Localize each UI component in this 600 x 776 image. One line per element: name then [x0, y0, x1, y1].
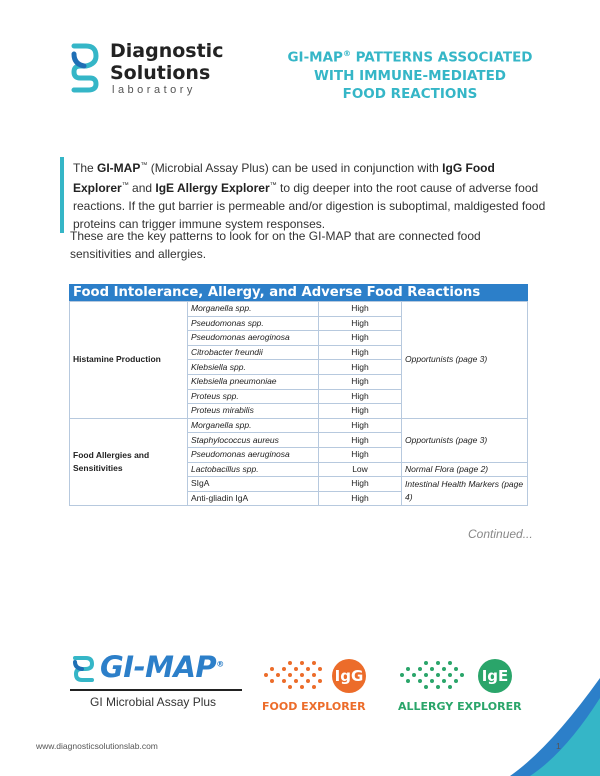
- organism-cell: [188, 316, 319, 331]
- igg-food-explorer-logo: [262, 655, 382, 715]
- intro-paragraph: [60, 157, 551, 233]
- organism-cell: [188, 360, 319, 375]
- footer-url[interactable]: www.diagnosticsolutionslab.com: [36, 741, 158, 751]
- gimap-wordmark: [100, 650, 224, 684]
- organism-genus: Proteus: [191, 390, 221, 401]
- organism-genus: Klebsiella pneumoniae: [191, 376, 277, 387]
- key-patterns-paragraph: These are the key patterns to look for on the GI-MAP that are connected food sensitivities and allergies.: [70, 229, 481, 261]
- organism-suffix: spp.: [233, 420, 252, 431]
- level-cell: High: [319, 374, 402, 389]
- organism-suffix: SIgA: [191, 478, 210, 489]
- intro-gimap: GI-MAP: [97, 161, 141, 175]
- level-cell: High: [319, 360, 402, 375]
- title-gimap: GI-MAP: [287, 49, 343, 66]
- level-cell: High: [319, 418, 402, 433]
- trademark: ™: [121, 182, 129, 189]
- table-row: [70, 418, 528, 433]
- trademark: ™: [140, 162, 148, 169]
- ige-badge: IgE: [478, 659, 512, 693]
- level-cell: High: [319, 316, 402, 331]
- section-cell: Normal Flora (page 2): [402, 462, 528, 477]
- organism-cell: [188, 374, 319, 389]
- igg-badge: IgG: [332, 659, 366, 693]
- page-number: 1: [556, 741, 561, 751]
- organism-genus: Pseudomonas aeroginosa: [191, 332, 290, 343]
- trademark: ™: [269, 182, 277, 189]
- section-cell: Opportunists (page 3): [402, 302, 528, 419]
- organism-suffix: spp.: [245, 317, 264, 328]
- dot-pattern-icon: [398, 659, 484, 693]
- level-cell: Low: [319, 462, 402, 477]
- gimap-rule: [70, 689, 242, 691]
- group-label: Histamine Production: [70, 302, 188, 419]
- level-cell: High: [319, 433, 402, 448]
- level-cell: High: [319, 302, 402, 317]
- organism-cell: [188, 491, 319, 506]
- ds-logo-icon: [70, 42, 100, 94]
- organism-cell: [188, 404, 319, 419]
- intro-ige: IgE Allergy Explorer: [155, 181, 270, 195]
- level-cell: High: [319, 491, 402, 506]
- company-logo: [70, 40, 250, 100]
- intro-text: and: [128, 181, 156, 195]
- organism-genus: Proteus mirabilis: [191, 405, 254, 416]
- intro-text: The: [73, 161, 98, 175]
- gimap-logo: [70, 652, 242, 712]
- table-title: Food Intolerance, Allergy, and Adverse Food Reactions Pattern: [69, 284, 528, 301]
- organism-genus: Pseudomonas: [191, 317, 246, 328]
- intro-text: to dig deeper into the root cause of adverse food reactions. If the gut barrier is permeable and/or digestion is suboptimal, maldigested food proteins can trigger immune system responses.: [73, 181, 546, 231]
- intro-text: (Microbial Assay Plus) can be used in conjunction with: [147, 161, 443, 175]
- corner-decoration: [510, 678, 600, 776]
- level-cell: High: [319, 389, 402, 404]
- gimap-subtitle: GI Microbial Assay Plus: [90, 695, 217, 709]
- level-cell: High: [319, 404, 402, 419]
- patterns-table: [69, 301, 528, 506]
- organism-cell: [188, 331, 319, 346]
- dot-pattern-icon: [262, 659, 342, 693]
- organism-genus: Pseudomonas aeruginosa: [191, 449, 290, 460]
- level-cell: High: [319, 477, 402, 492]
- organism-genus: Klebsiella: [191, 361, 228, 372]
- page-title: [285, 45, 535, 103]
- organism-genus: Morganella: [191, 420, 234, 431]
- organism-cell: [188, 477, 319, 492]
- level-cell: High: [319, 345, 402, 360]
- section-cell: Intestinal Health Markers (page 4): [402, 477, 528, 506]
- organism-cell: [188, 418, 319, 433]
- food-explorer-label: FOOD EXPLORER: [262, 700, 366, 713]
- organism-cell: [188, 389, 319, 404]
- company-name-line1: Diagnostic: [110, 40, 224, 62]
- organism-genus: Lactobacillus: [191, 463, 241, 474]
- level-cell: High: [319, 447, 402, 462]
- title-line1-rest: PATTERNS ASSOCIATED: [350, 49, 533, 66]
- intro-igg: IgG Food Explorer: [73, 161, 495, 195]
- gimap-mark-icon: [72, 654, 96, 684]
- organism-cell: [188, 462, 319, 477]
- table-row: [70, 302, 528, 317]
- organism-suffix: spp.: [240, 463, 259, 474]
- company-name-line3: laboratory: [112, 84, 196, 96]
- organism-genus: Morganella: [191, 303, 234, 314]
- group-label: Food Allergies and Sensitivities: [70, 418, 188, 506]
- title-line2: WITH IMMUNE-MEDIATED: [313, 67, 507, 84]
- organism-genus: Staphylococcus aureus: [191, 434, 279, 445]
- organism-suffix: spp.: [220, 390, 239, 401]
- organism-genus: Citrobacter freundii: [191, 347, 263, 358]
- registered-mark: ®: [216, 659, 224, 669]
- organism-cell: [188, 433, 319, 448]
- section-cell: Opportunists (page 3): [402, 418, 528, 462]
- organism-cell: [188, 345, 319, 360]
- gimap-word: GI-MAP: [100, 650, 217, 684]
- allergy-explorer-label: ALLERGY EXPLORER: [398, 700, 522, 713]
- organism-suffix: spp.: [233, 303, 252, 314]
- organism-suffix: Anti-gliadin IgA: [191, 493, 249, 504]
- organism-cell: [188, 302, 319, 317]
- level-cell: High: [319, 331, 402, 346]
- title-line3: FOOD REACTIONS: [342, 85, 478, 102]
- organism-cell: [188, 447, 319, 462]
- continued-note: Continued...: [468, 527, 533, 541]
- company-name-line2: Solutions: [110, 62, 211, 84]
- registered-mark: ®: [342, 49, 351, 58]
- organism-suffix: spp.: [227, 361, 246, 372]
